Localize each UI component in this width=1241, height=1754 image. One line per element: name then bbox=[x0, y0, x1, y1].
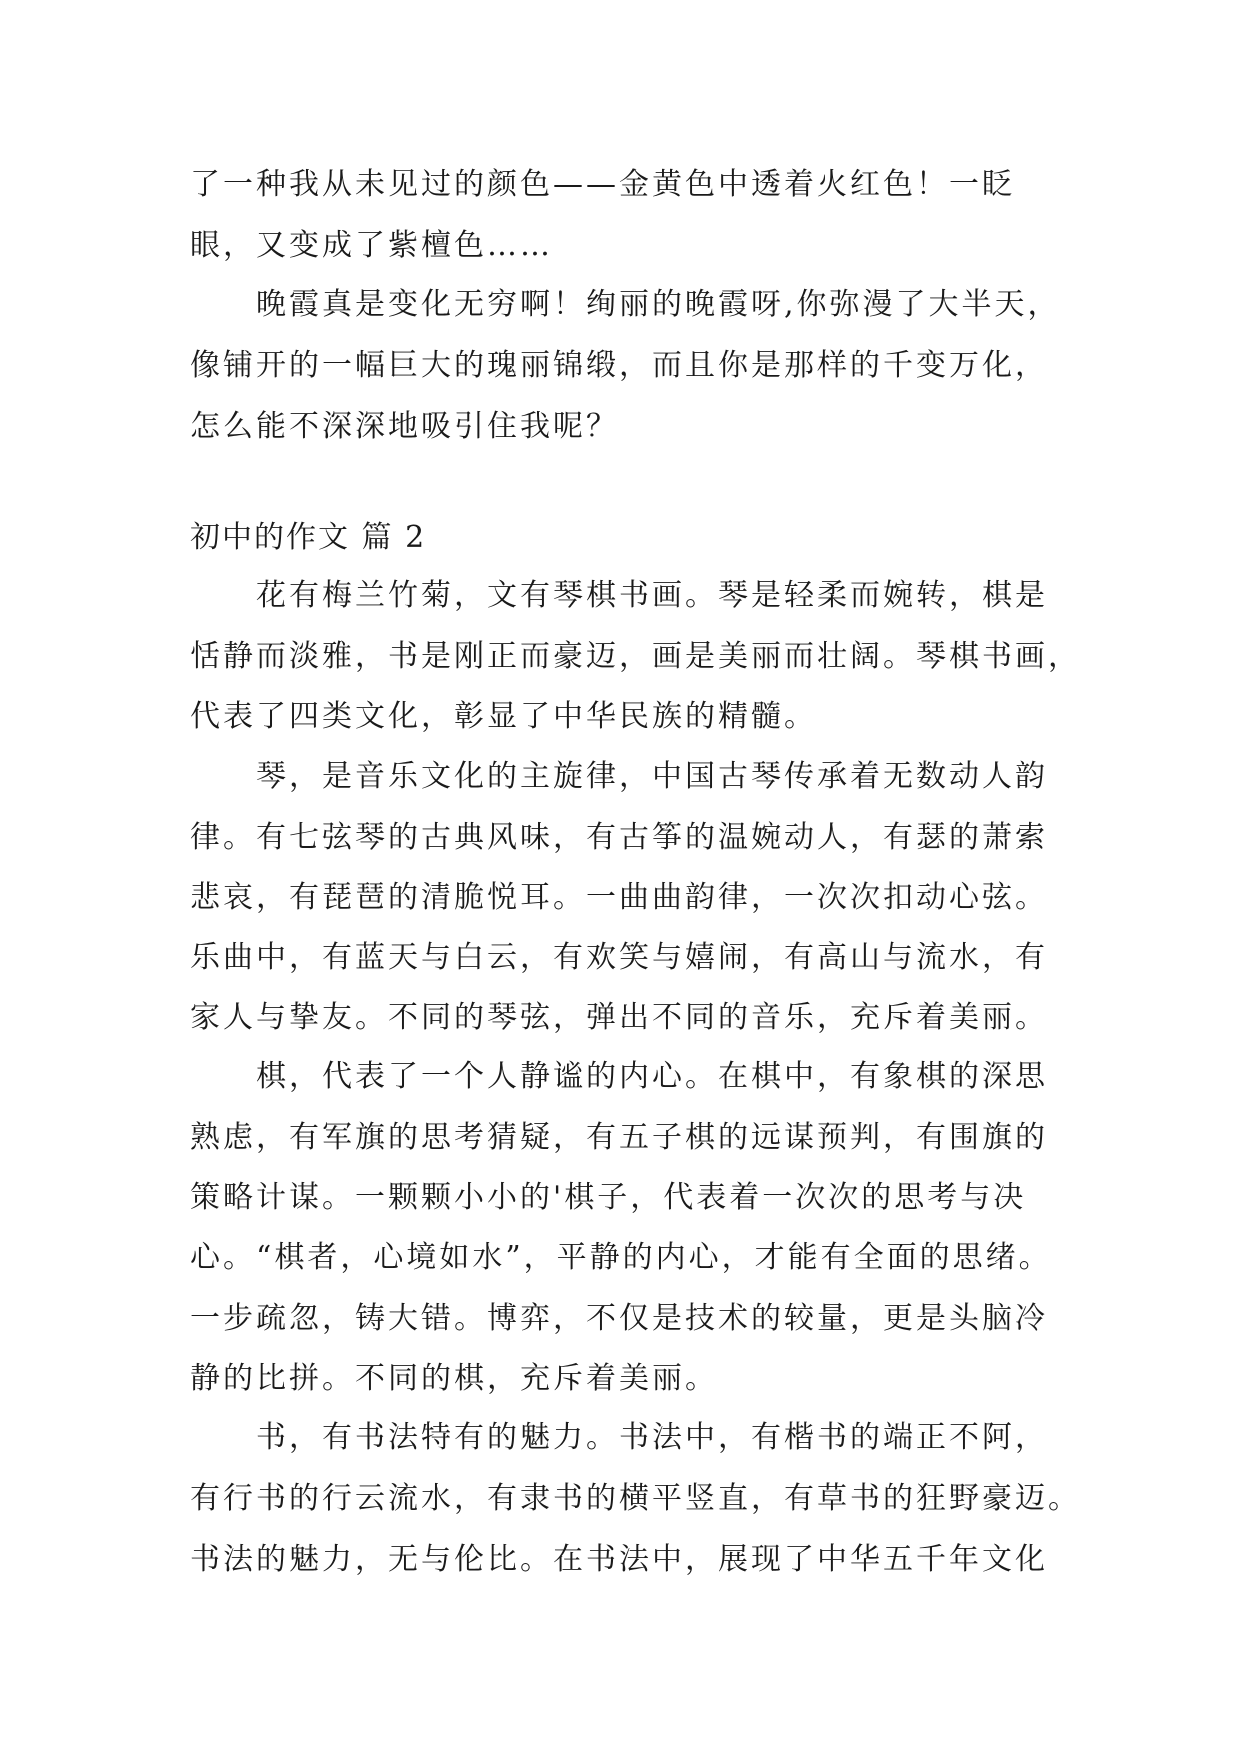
text-line: 策略计谋。一颗颗小小的'棋子，代表着一次次的思考与决 bbox=[190, 1180, 1027, 1215]
section-heading: 初中的作文 篇 2 bbox=[190, 520, 427, 555]
text-line: 琴，是音乐文化的主旋律，中国古琴传承着无数动人韵 bbox=[256, 759, 1048, 794]
text-line: 有行书的行云流水，有隶书的横平竖直，有草书的狂野豪迈。 bbox=[190, 1481, 1081, 1516]
text-line: 恬静而淡雅，书是刚正而豪迈，画是美丽而壮阔。琴棋书画， bbox=[190, 639, 1081, 674]
text-line: 晚霞真是变化无穷啊！绚丽的晚霞呀,你弥漫了大半天， bbox=[256, 287, 1061, 322]
text-line: 律。有七弦琴的古典风味，有古筝的温婉动人，有瑟的萧索 bbox=[190, 820, 1048, 855]
text-line: 一步疏忽，铸大错。博弈，不仅是技术的较量，更是头脑冷 bbox=[190, 1301, 1048, 1336]
text-line: 代表了四类文化，彰显了中华民族的精髓。 bbox=[190, 699, 817, 734]
text-line: 棋，代表了一个人静谧的内心。在棋中，有象棋的深思 bbox=[256, 1059, 1048, 1094]
text-line: 悲哀，有琵琶的清脆悦耳。一曲曲韵律，一次次扣动心弦。 bbox=[190, 880, 1048, 915]
text-line: 书法的魅力，无与伦比。在书法中，展现了中华五千年文化 bbox=[190, 1542, 1048, 1577]
text-line: 家人与挚友。不同的琴弦，弹出不同的音乐，充斥着美丽。 bbox=[190, 1000, 1048, 1035]
text-line: 静的比拼。不同的棋，充斥着美丽。 bbox=[190, 1361, 718, 1396]
text-line: 怎么能不深深地吸引住我呢？ bbox=[190, 409, 619, 444]
text-line: 眼，又变成了紫檀色…… bbox=[190, 228, 553, 263]
text-line: 熟虑，有军旗的思考猜疑，有五子棋的远谋预判，有围旗的 bbox=[190, 1120, 1048, 1155]
text-line: 乐曲中，有蓝天与白云，有欢笑与嬉闹，有高山与流水，有 bbox=[190, 940, 1048, 975]
text-line: 了一种我从未见过的颜色——金黄色中透着火红色！一眨 bbox=[190, 167, 1015, 202]
text-line: 书，有书法特有的魅力。书法中，有楷书的端正不阿， bbox=[256, 1420, 1048, 1455]
text-line: 像铺开的一幅巨大的瑰丽锦缎，而且你是那样的千变万化， bbox=[190, 348, 1048, 383]
text-line: 心。“棋者，心境如水”，平静的内心，才能有全面的思绪。 bbox=[190, 1240, 1052, 1275]
text-line: 花有梅兰竹菊，文有琴棋书画。琴是轻柔而婉转，棋是 bbox=[256, 578, 1048, 613]
